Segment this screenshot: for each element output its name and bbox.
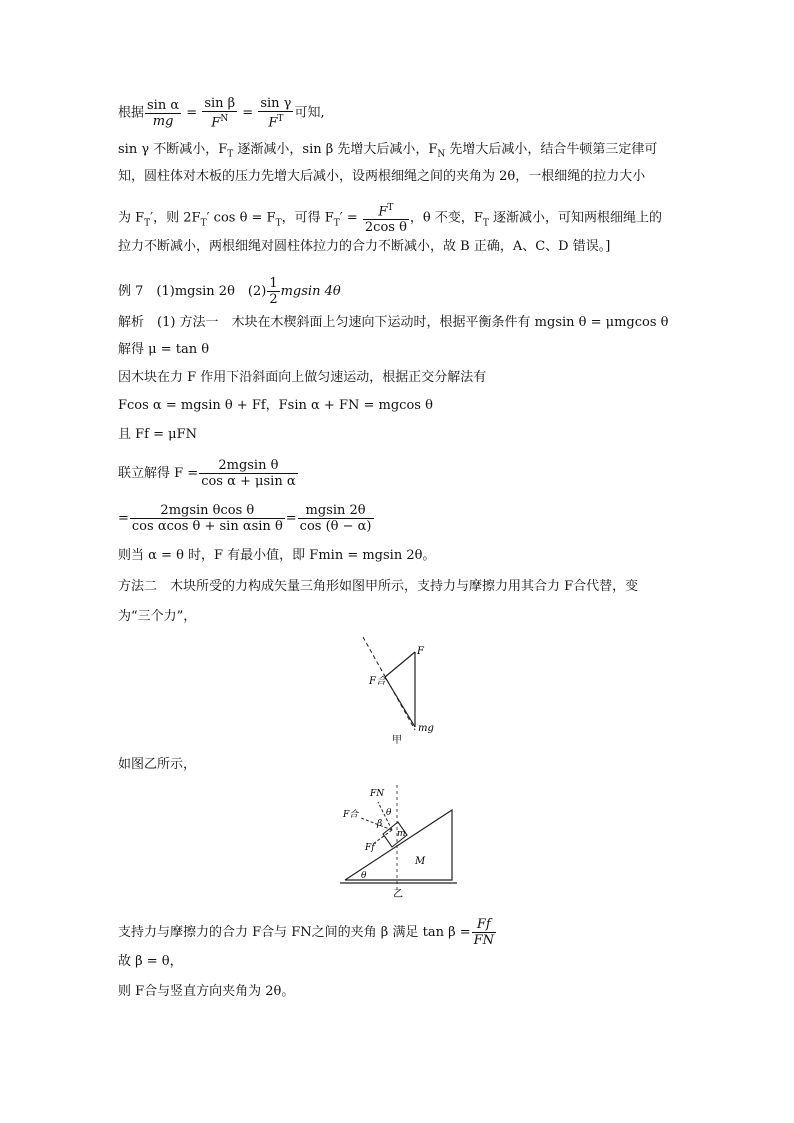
text-line: 联立解得 F = $\frac{\text{2mgsin θ}}{\text{cos α + μsin α}}$ — [118, 458, 296, 489]
text-line: 方法二 木块所受的力构成矢量三角形如图甲所示，支持力与摩擦力用其合力 F合代替，变 — [118, 579, 639, 594]
text-line: 则 F合与竖直方向夹角为 2θ。 — [118, 984, 295, 999]
text-line: 则当 α = θ 时，F 有最小值，即 Fmin = mgsin 2θ。 — [118, 548, 436, 563]
label-Fhe: F合 — [343, 810, 359, 820]
text-line: 解析 (1) 方法一 木块在木楔斜面上匀速向下运动时，根据平衡条件有 mgsin θ = μmgcos θ — [118, 315, 669, 330]
figure-jia — [355, 632, 455, 747]
label-M: M — [415, 856, 426, 867]
text-line: 为 $F_T'$，则 $2F_T'$ $\cos \theta = F_T$，可得 $F_T'$ = $\frac{F^T}{\text{2cos θ}}$ ，θ 不变，$F_T$ 逐渐减小，可知两根细绳上的 — [118, 203, 663, 236]
text-line: 拉力不断减小，两根细绳对圆柱体拉力的合力不断减小，故 B 正确，A、C、D 错误。] — [118, 239, 611, 254]
label-m: m — [397, 829, 406, 839]
text-line: 解得 μ = tan θ — [118, 342, 210, 357]
text: 根据 — [118, 105, 145, 121]
text-line: 知，圆柱体对木板的压力先增大后减小，设两根细绳之间的夹角为 2θ，一根细绳的拉力大小 — [118, 169, 646, 184]
text-line: sin γ 不断减小，$F_T$ 逐渐减小，sin β 先增大后减小，$F_N$ 先增大后减小，结合牛顿第三定律可 — [118, 142, 658, 160]
fraction: $\frac{\text{sin γ}}{F^T}$ — [260, 96, 292, 131]
text-line: 支持力与摩擦力的合力 F合与 FN之间的夹角 β 满足 tan β = $\frac{Ff}{FN}$ — [118, 917, 495, 948]
text-line: 如图乙所示， — [118, 757, 197, 772]
label-F: F — [417, 646, 424, 657]
fraction: $\frac{\text{2mgsin θcos θ}}{\text{cos αcos θ + sin αsin θ}}$ — [131, 503, 283, 534]
fraction: $\frac{Ff}{FN}$ — [473, 917, 495, 948]
label-beta: β — [377, 819, 383, 829]
text-line: 为“三个力”， — [118, 609, 197, 624]
fraction: $\frac{\text{sin β}}{F^N}$ — [204, 96, 236, 131]
label-Fhe: F合 — [369, 676, 386, 687]
fraction: $\frac{mgsin 2\theta}{\cos (\theta - \alpha)}$ — [299, 503, 372, 534]
text-line: 例 7 (1)mgsin 2θ (2) $\frac{1}{2}$ mgsin 4θ — [118, 276, 341, 307]
label-Ff: Ff — [365, 843, 375, 853]
figure-yi — [335, 780, 465, 900]
fraction: $\frac{F^T}{\text{2cos θ}}$ — [364, 203, 407, 236]
label-theta-bot: θ — [361, 871, 367, 881]
label-mg: mg — [418, 723, 434, 734]
text-line: 因木块在力 F 作用下沿斜面向上做匀速运动，根据正交分解法有 — [118, 370, 487, 385]
label-theta-top: θ — [386, 808, 392, 818]
caption-jia: 甲 — [392, 735, 402, 746]
text-line: Fcos α = mgsin θ + Ff，Fsin α + FN = mgcos θ — [118, 398, 433, 413]
caption-yi: 乙 — [393, 889, 403, 900]
label-FN: FN — [370, 789, 385, 799]
text-line: 且 Ff = μFN — [118, 427, 197, 442]
fraction: $\frac{\text{2mgsin θ}}{\text{cos α + μsin α}}$ — [201, 458, 296, 489]
text-line: 故 β = θ， — [118, 954, 183, 969]
text-line: 根据 $\frac{\text{sin α}}{mg}$ = $\frac{\text{sin β}}{F^N}$ = $\frac{\text{sin γ}}{F^T}$ 可知, — [118, 96, 325, 131]
text-line: = $\frac{\text{2mgsin θcos θ}}{\text{cos αcos θ + sin αsin θ}}$ = $\frac{mgsin 2\theta}{\cos (\theta - \alpha)}$ — [118, 503, 372, 534]
fraction: $\frac{\text{sin α}}{mg}$ — [147, 97, 180, 129]
fraction: $\frac{1}{2}$ — [269, 276, 278, 307]
